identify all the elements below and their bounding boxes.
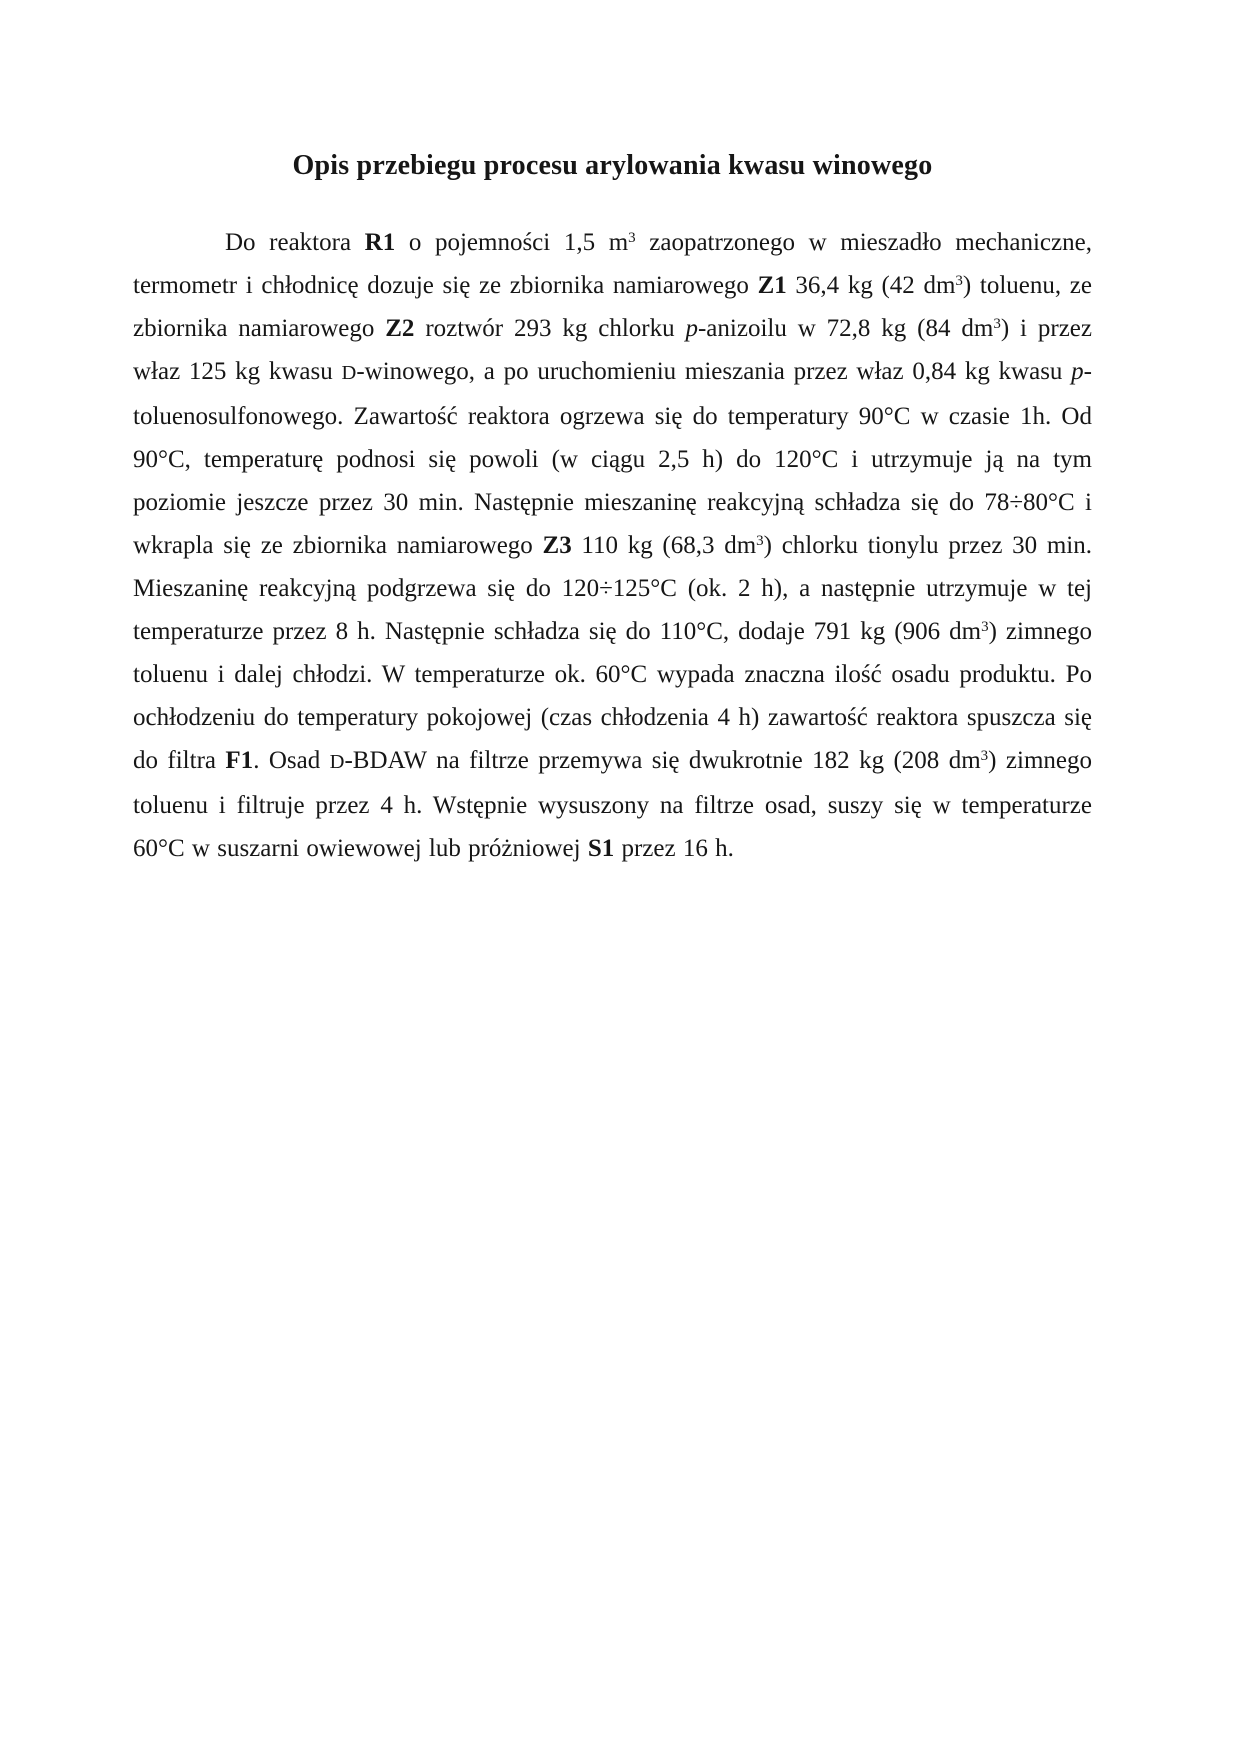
text-run: p xyxy=(685,315,698,342)
text-run: p xyxy=(1071,358,1084,385)
text-run: D xyxy=(329,751,345,773)
text-run: roztwór 293 kg chlorku xyxy=(414,315,686,342)
text-run: 3 xyxy=(980,747,989,764)
text-run: R1 xyxy=(364,229,396,256)
text-run: -BDAW na filtrze przemywa się dwukrotnie 182 kg (208 dm xyxy=(344,747,981,774)
text-run: ) zimnego toluenu i dalej chłodzi. W temperaturze ok. 60°C wypada znaczna ilość osadu produktu. Po ochłodzeniu do temperatury pokojowej (czas chłodzenia 4 h) zawartość reaktora spuszcza się do filtra xyxy=(133,618,1092,774)
text-run: Z3 xyxy=(542,532,572,559)
text-run: ) chlorku tionylu przez 30 min. Mieszaninę reakcyjną podgrzewa się do 120÷125°C (ok. 2 h), a następnie utrzymuje w tej temperaturze przez 8 h. Następnie schładza się do 110°C, dodaje 791 kg (906 dm xyxy=(133,532,1093,645)
text-run: 110 kg (68,3 dm xyxy=(571,532,757,559)
text-run: -toluenosulfonowego. Zawartość reaktora ogrzewa się do temperatury 90°C w czasie 1h. Od 90°C, temperaturę podnosi się powoli (w ciągu 2,5 h) do 120°C i utrzymuje ją na tym poziomie jeszcze przez 30 min. Następnie mieszaninę reakcyjną schładza się do 78÷80°C i wkrapla się ze zbiornika namiarowego xyxy=(133,358,1092,559)
text-run: 3 xyxy=(981,618,989,635)
text-run: D xyxy=(341,362,357,384)
text-run: 3 xyxy=(955,272,963,289)
text-run: 36,4 kg (42 dm xyxy=(786,272,956,299)
text-run: o pojemności 1,5 m xyxy=(395,229,629,256)
text-run: Z2 xyxy=(385,315,415,342)
text-run: F1 xyxy=(225,747,254,774)
text-run: -anizoilu w 72,8 kg (84 dm xyxy=(697,315,994,342)
text-run: ) toluenu, ze zbiornika namiarowego xyxy=(133,272,1092,342)
text-run: ) zimnego toluenu i filtruje przez 4 h. Wstępnie wysuszony na filtrze osad, suszy się w temperaturze 60°C w suszarni owiewowej lub próżniowej xyxy=(133,747,1092,862)
text-run: -winowego, a po uruchomieniu mieszania przez właz 0,84 kg kwasu xyxy=(356,358,1072,385)
text-run: Z1 xyxy=(757,272,787,299)
text-run: Do reaktora xyxy=(225,229,365,256)
text-run: S1 xyxy=(587,835,615,862)
process-description-paragraph xyxy=(133,221,1092,870)
text-run: . Osad xyxy=(253,747,330,774)
text-run: ) i przez właz 125 kg kwasu xyxy=(133,315,1092,385)
document-title: Opis przebiegu procesu arylowania kwasu winowego xyxy=(292,150,933,181)
text-run: 3 xyxy=(628,229,636,246)
text-run: zaopatrzonego w mieszadło mechaniczne, termometr i chłodnicę dozuje się ze zbiornika namiarowego xyxy=(133,229,1092,299)
text-run: 3 xyxy=(756,532,764,549)
text-run: przez 16 h. xyxy=(614,835,734,862)
text-run: 3 xyxy=(993,315,1001,332)
